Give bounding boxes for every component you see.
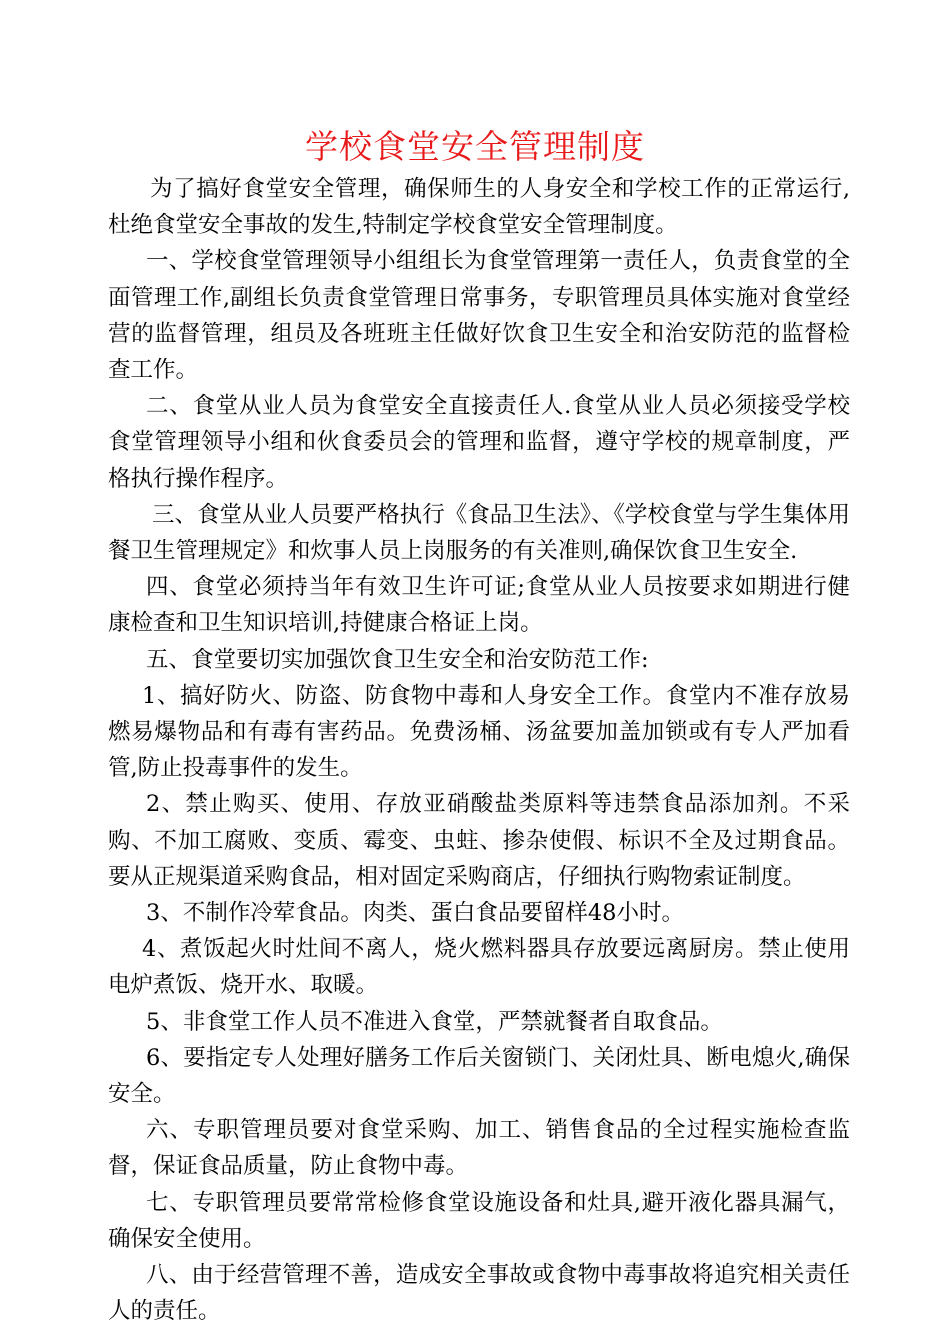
item-1-paragraph: 1、搞好防火、防盗、防食物中毒和人身安全工作。食堂内不准存放易燃易爆物品和有毒有害药品。免费汤桶、汤盆要加盖加锁或有专人严加看管,防止投毒事件的发生。 bbox=[108, 682, 850, 782]
clause-7-paragraph: 七、专职管理员要常常检修食堂设施设备和灶具,避开液化器具漏气，确保安全使用。 bbox=[108, 1189, 850, 1252]
clause-3-paragraph: 三、食堂从业人员要严格执行《食品卫生法》、《学校食堂与学生集体用餐卫生管理规定》和炊事人员上岗服务的有关准则,确保饮食卫生安全. bbox=[108, 501, 850, 565]
clause-6-paragraph: 六、专职管理员要对食堂采购、加工、销售食品的全过程实施检查监督，保证食品质量，防止食物中毒。 bbox=[108, 1117, 850, 1180]
clause-2-paragraph: 二、食堂从业人员为食堂安全直接责任人.食堂从业人员必须接受学校食堂管理领导小组和伙食委员会的管理和监督，遵守学校的规章制度，严格执行操作程序。 bbox=[108, 393, 850, 492]
item-3-paragraph: 3、不制作冷荤食品。肉类、蛋白食品要留样48小时。 bbox=[146, 900, 684, 927]
clause-5-paragraph: 五、食堂要切实加强饮食卫生安全和治安防范工作: bbox=[146, 646, 649, 673]
document-title: 学校食堂安全管理制度 bbox=[305, 127, 645, 166]
item-4-paragraph: 4、煮饭起火时灶间不离人，烧火燃料器具存放要远离厨房。禁止使用电炉煮饭、烧开水、取暖。 bbox=[108, 936, 850, 999]
document-body bbox=[108, 171, 850, 1330]
clause-4-paragraph: 四、食堂必须持当年有效卫生许可证;食堂从业人员按要求如期进行健康检查和卫生知识培训,持健康合格证上岗。 bbox=[108, 574, 850, 637]
item-2-paragraph: 2、禁止购买、使用、存放亚硝酸盐类原料等违禁食品添加剂。不采购、不加工腐败、变质、霉变、虫蛀、掺杂使假、标识不全及过期食品。要从正规渠道采购食品，相对固定采购商店，仔细执行购物索证制度。 bbox=[108, 791, 850, 890]
item-6-paragraph: 6、要指定专人处理好膳务工作后关窗锁门、关闭灶具、断电熄火,确保安全。 bbox=[108, 1044, 850, 1108]
clause-1-paragraph: 一、学校食堂管理领导小组组长为食堂管理第一责任人，负责食堂的全面管理工作,副组长负责食堂管理日常事务，专职管理员具体实施对食堂经营的监督管理，组员及各班班主任做好饮食卫生安全和治安防范的监督检查工作。 bbox=[108, 248, 850, 384]
item-5-paragraph: 5、非食堂工作人员不准进入食堂，严禁就餐者自取食品。 bbox=[146, 1008, 723, 1035]
intro-paragraph: 为了搞好食堂安全管理，确保师生的人身安全和学校工作的正常运行,杜绝食堂安全事故的发生,特制定学校食堂安全管理制度。 bbox=[108, 176, 850, 239]
clause-8-paragraph: 八、由于经营管理不善，造成安全事故或食物中毒事故将追究相关责任人的责任。 bbox=[108, 1262, 850, 1325]
